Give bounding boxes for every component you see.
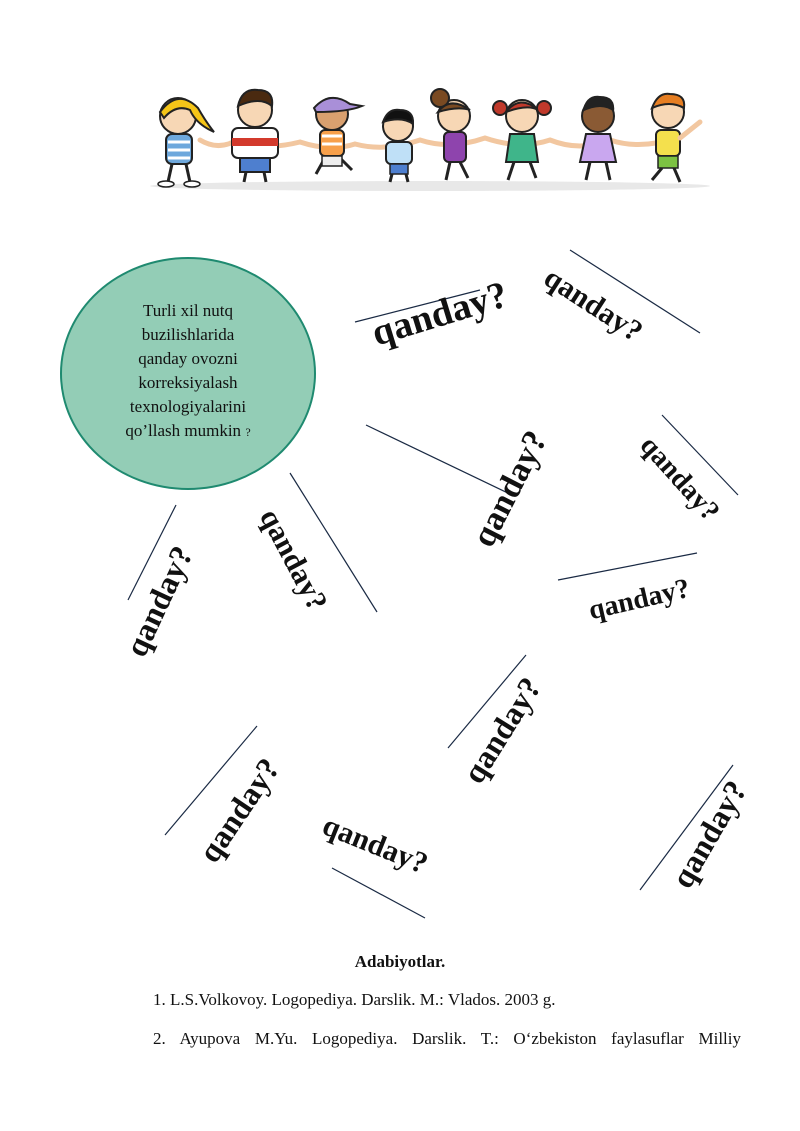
qanday-word: qanday? [190, 751, 287, 869]
qanday-word: qanday? [585, 572, 693, 627]
bibliography-item: 1. L.S.Volkovoy. Logopediya. Darslik. M.: Vlados. 2003 g. [153, 990, 556, 1009]
qanday-word: qanday? [633, 430, 726, 528]
topic-line: korreksiyalash [138, 373, 238, 392]
qanday-word: qanday? [366, 273, 513, 355]
qanday-word: qanday? [663, 774, 754, 894]
topic-line: qanday ovozni [138, 349, 238, 368]
qanday-word: qanday? [253, 503, 334, 617]
qanday-word: qanday? [465, 424, 555, 553]
topic-line: Turli xil nutq [142, 301, 234, 320]
topic-question-mark: ? [245, 425, 251, 439]
bibliography-title: Adabiyotlar. [354, 952, 446, 971]
topic-line: texnologiyalarini [129, 397, 247, 416]
qanday-word: qanday? [538, 260, 649, 349]
bibliography-item: 2. Ayupova M.Yu. Logopediya. Darslik. T.: O‘zbekiston faylasuflar Milliy [153, 1029, 741, 1048]
topic-line-text: qo’llash mumkin [125, 421, 242, 440]
qanday-word: qanday? [117, 540, 200, 662]
qanday-word: qanday? [455, 670, 549, 790]
topic-line: buzilishlarida [141, 325, 235, 344]
qanday-word: qanday? [318, 808, 433, 881]
